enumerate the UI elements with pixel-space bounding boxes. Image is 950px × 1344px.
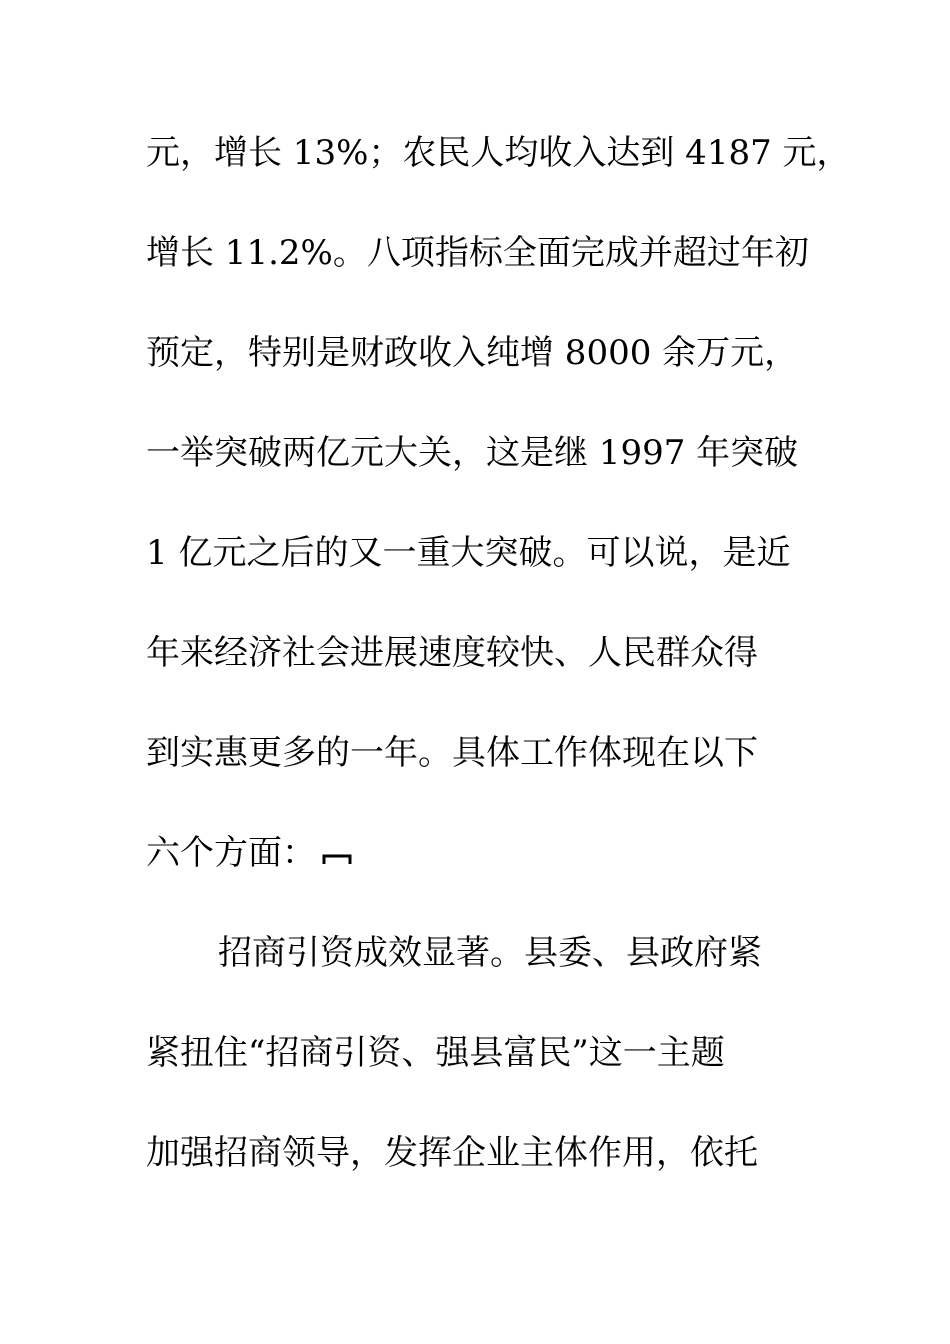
section-heading-mark-icon bbox=[322, 852, 352, 866]
paragraph-line: 六个方面： bbox=[146, 833, 316, 873]
paragraph-line: 紧扭住“招商引资、强县富民”这一主题 bbox=[146, 1033, 725, 1073]
paragraph-line: 增长 11.2%。八项指标全面完成并超过年初 bbox=[146, 233, 809, 273]
paragraph-line: 招商引资成效显著。县委、县政府紧 bbox=[218, 933, 762, 973]
paragraph-line: 元，增长 13%；农民人均收入达到 4187 元， bbox=[146, 133, 851, 173]
paragraph-line: 年来经济社会进展速度较快、人民群众得 bbox=[146, 633, 758, 673]
paragraph-line: 预定，特别是财政收入纯增 8000 余万元， bbox=[146, 333, 799, 373]
paragraph-line: 一举突破两亿元大关，这是继 1997 年突破 bbox=[146, 433, 799, 473]
paragraph-line: 1 亿元之后的又一重大突破。可以说，是近 bbox=[146, 533, 791, 573]
paragraph-line: 到实惠更多的一年。具体工作体现在以下 bbox=[146, 733, 758, 773]
paragraph-line: 加强招商领导，发挥企业主体作用，依托 bbox=[146, 1133, 758, 1173]
